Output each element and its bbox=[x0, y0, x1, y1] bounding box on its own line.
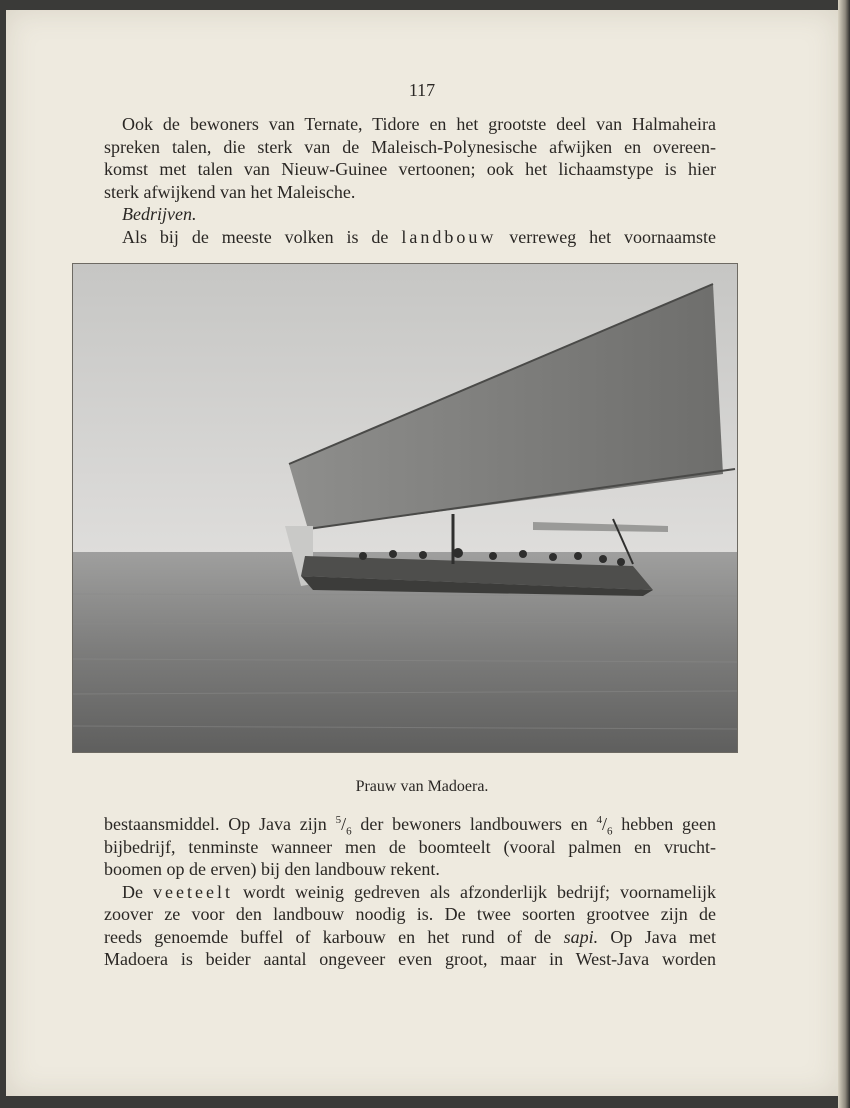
paragraph-languages bbox=[104, 113, 716, 248]
text-line: zoover ze voor den landbouw noodig is. De twee soorten grootvee zijn de bbox=[104, 904, 716, 924]
emphasized-term: veeteelt bbox=[153, 881, 233, 902]
text-span: verreweg het voornaamste bbox=[509, 226, 717, 247]
text-span: bestaansmiddel. Op Java zijn bbox=[104, 814, 327, 834]
text-line: bestaansmiddel. Op Java zijn $^5/_6$ der bewoners landbouwers en $^4/_6$ hebben geen bbox=[104, 814, 717, 838]
italic-term: sapi. bbox=[563, 926, 599, 947]
fraction-numerator: 5 bbox=[335, 814, 342, 826]
text-line: boomen op de erven) bij den landbouw rekent. bbox=[104, 859, 440, 879]
book-edge-shadow bbox=[838, 0, 850, 1108]
text-line bbox=[104, 881, 716, 904]
photo-caption: Prauw van Madoera. bbox=[355, 778, 489, 795]
text-line: komst met talen van Nieuw-Guinee vertoonen; ook het lichaamstype is hier bbox=[104, 159, 716, 179]
fraction-numerator: 4 bbox=[596, 814, 602, 826]
sailboat-photo-illustration bbox=[73, 264, 737, 752]
text-span: Als bij de meeste volken is de bbox=[122, 226, 389, 247]
paragraph-agriculture-start bbox=[104, 226, 716, 249]
fraction-denominator: 6 bbox=[607, 825, 613, 838]
text-line: spreken talen, die sterk van de Maleisch-Polynesische afwijken en overeen- bbox=[104, 136, 716, 157]
text-line: Madoera is beider aantal ongeveer even groot, maar in West-Java worden bbox=[104, 949, 716, 969]
section-heading: Bedrijven. bbox=[122, 204, 197, 224]
text-line: Ook de bewoners van Ternate, Tidore en het grootste deel van Halmaheira bbox=[122, 114, 716, 134]
text-line bbox=[104, 926, 716, 949]
text-line: sterk afwijkend van het Maleische. bbox=[104, 181, 356, 202]
fraction-denominator: 6 bbox=[346, 825, 352, 838]
text-span: hebben geen bbox=[621, 814, 717, 834]
text-span: wordt weinig gedreven als afzonderlijk bedrijf; voornamelijk bbox=[243, 881, 717, 902]
text-span: der bewoners landbouwers en bbox=[360, 814, 588, 834]
text-span: Op Java met bbox=[610, 926, 717, 947]
photograph-prauw bbox=[72, 263, 738, 753]
text-span: reeds genoemde buffel of karbouw en het rund of de bbox=[104, 926, 552, 947]
page-number: 117 bbox=[408, 80, 436, 100]
emphasized-term: landbouw bbox=[401, 226, 497, 247]
paragraph-livelihood bbox=[104, 813, 716, 971]
book-page bbox=[6, 10, 838, 1096]
text-span: De bbox=[122, 881, 143, 902]
text-line: bijbedrijf, tenminste wanneer men de boomteelt (vooral palmen en vrucht- bbox=[104, 836, 716, 857]
